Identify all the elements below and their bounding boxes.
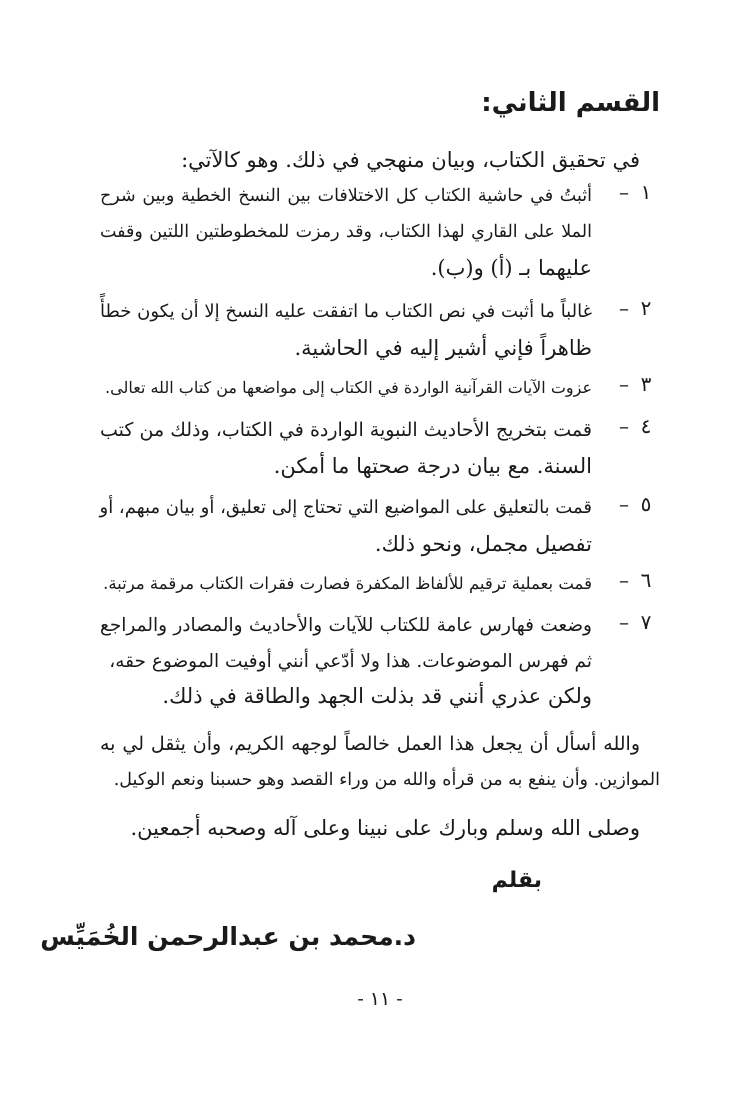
item-line: ثم فهرس الموضوعات. هذا ولا أدّعي أنني أوفيت الموضوع حقه، — [109, 651, 592, 672]
item-number: ٤ — [640, 414, 652, 438]
intro-line: في تحقيق الكتاب، وبيان منهجي في ذلك. وهو كالآتي: — [181, 148, 640, 172]
item-line: ظاهراً فإني أشير إليه في الحاشية. — [294, 336, 592, 360]
item-line: الملا على القاري لهذا الكتاب، وقد رمزت للمخطوطتين اللتين وقفت — [100, 222, 592, 242]
item-line: وضعت فهارس عامة للكتاب للآيات والأحاديث والمصادر والمراجع — [100, 615, 592, 636]
item-number: ٣ — [640, 372, 652, 396]
section-title: القسم الثاني: — [481, 88, 660, 118]
item-dash: – — [619, 610, 629, 634]
item-dash: – — [619, 372, 629, 396]
item-line: تفصيل مجمل، ونحو ذلك. — [374, 532, 592, 556]
item-line: ولكن عذري أنني قد بذلت الجهد والطاقة في ذلك. — [162, 684, 592, 708]
page-number: - ١١ - — [357, 988, 403, 1010]
item-number: ٢ — [640, 296, 652, 320]
signature-label: بقلم — [491, 868, 542, 893]
item-number: ١ — [640, 180, 652, 204]
item-line: عزوت الآيات القرآنية الواردة في الكتاب إلى مواضعها من كتاب الله تعالى. — [105, 378, 592, 397]
item-line: قمت بعملية ترقيم للألفاظ المكفرة فصارت فقرات الكتاب مرقمة مرتبة. — [103, 574, 592, 593]
item-line: قمت بتخريج الأحاديث النبوية الواردة في الكتاب، وذلك من كتب — [100, 419, 592, 441]
author-name: د.محمد بن عبدالرحمن الخُمَيِّس — [40, 922, 416, 951]
item-dash: – — [619, 296, 629, 320]
closing-line: الموازين. وأن ينفع به من قرأه والله من وراء القصد وهو حسبنا ونعم الوكيل. — [113, 770, 660, 790]
item-dash: – — [619, 414, 629, 438]
closing-line: وصلى الله وسلم وبارك على نبينا وعلى آله وصحبه أجمعين. — [130, 816, 640, 840]
item-number: ٧ — [640, 610, 652, 634]
item-line: عليهما بـ (أ) و(ب). — [430, 256, 592, 280]
item-dash: – — [619, 180, 629, 204]
item-line: غالباً ما أثبت في نص الكتاب ما اتفقت عليه النسخ إلا أن يكون خطأً — [100, 301, 592, 322]
item-dash: – — [619, 492, 629, 516]
item-line: أثبتُ في حاشية الكتاب كل الاختلافات بين النسخ الخطية وبين شرح — [100, 186, 592, 206]
item-number: ٦ — [640, 568, 652, 592]
closing-line: والله أسأل أن يجعل هذا العمل خالصاً لوجهه الكريم، وأن يثقل لي به — [100, 733, 640, 755]
item-line: السنة. مع بيان درجة صحتها ما أمكن. — [273, 454, 592, 478]
item-dash: – — [619, 568, 629, 592]
item-line: قمت بالتعليق على المواضيع التي تحتاج إلى تعليق، أو بيان مبهم، أو — [99, 497, 592, 518]
item-number: ٥ — [640, 492, 652, 516]
